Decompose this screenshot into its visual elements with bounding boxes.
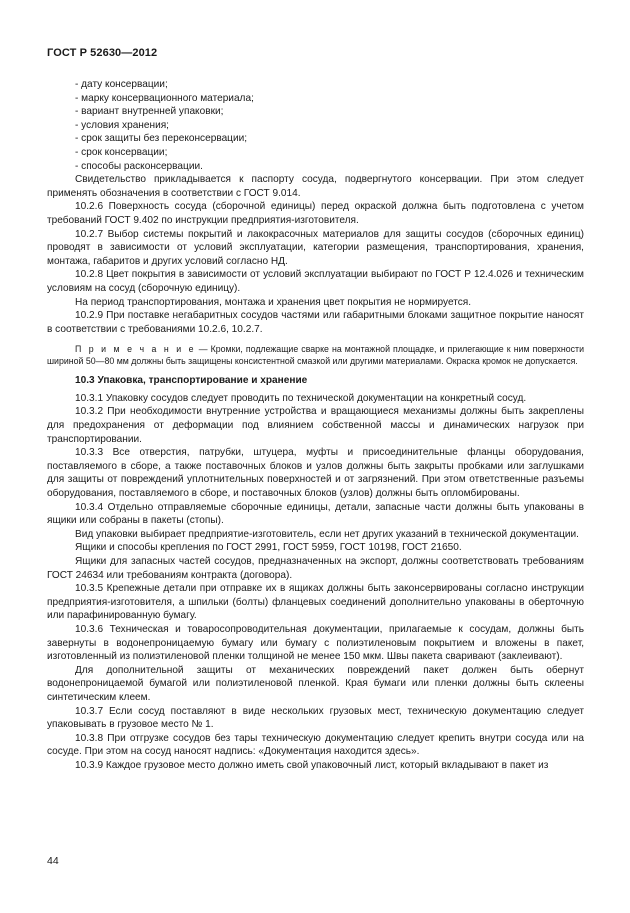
paragraph-10-3-7: 10.3.7 Если сосуд поставляют в виде нескольких грузовых мест, техническую документацию следует упаковывать в грузовое место № 1. bbox=[47, 705, 584, 731]
paragraph: Вид упаковки выбирает предприятие-изготовитель, если нет других указаний в технической документации. bbox=[75, 528, 579, 540]
paragraph-10-2-9: 10.2.9 При поставке негабаритных сосудов частями или габаритными блоками защитное покрытие наносят в соответствии с требованиями 10.2.6, 10.2.7. bbox=[47, 310, 584, 335]
paragraph: На период транспортирования, монтажа и хранения цвет покрытия не нормируется. bbox=[75, 296, 472, 308]
paragraph-10-3-3: 10.3.3 Все отверстия, патрубки, штуцера, муфты и присоединительные фланцы оборудования, поставляемого в сборе, а также поставочных блоков и узлов должны быть закрыты пробками или заглушками для защиты от повреждений уплотнительных поверхностей и от загрязнений. При этом ответственные разъемы оборудования, поставляемого в сборе, и поставочных блоков (узлов) должны быть опломбированы. bbox=[47, 447, 584, 500]
paragraph: Свидетельство прикладывается к паспорту сосуда, подвергнутого консервации. При этом следует применять обозначения в соответствии с ГОСТ 9.014. bbox=[47, 174, 584, 199]
note-label: П р и м е ч а н и е bbox=[75, 344, 196, 355]
paragraph-10-2-8: 10.2.8 Цвет покрытия в зависимости от условий эксплуатации выбирают по ГОСТ Р 12.4.026 и техническим условиям на сосуд (сборочную единицу). bbox=[47, 269, 584, 294]
list-item: - срок консервации; bbox=[75, 146, 168, 158]
note-text: — Кромки, подлежащие сварке на монтажной площадке, и прилегающие к ним поверхности шириной 50—80 мм должны быть защищены консистентной смазкой или другими материалами. Окраска кромок не допускается. bbox=[47, 344, 585, 367]
paragraph: Ящики и способы крепления по ГОСТ 2991, ГОСТ 5959, ГОСТ 10198, ГОСТ 21650. bbox=[75, 542, 462, 554]
document-body bbox=[47, 78, 584, 773]
list-item: - дату консервации; bbox=[75, 79, 168, 90]
paragraph-10-3-1: 10.3.1 Упаковку сосудов следует проводить по технической документации на конкретный сосуд. bbox=[75, 392, 527, 404]
list-item: - вариант внутренней упаковки; bbox=[75, 106, 224, 118]
note bbox=[47, 343, 584, 367]
page-number: 44 bbox=[47, 855, 59, 867]
page-header: ГОСТ Р 52630—2012 bbox=[47, 47, 158, 59]
list-item: - срок защиты без переконсервации; bbox=[75, 133, 248, 145]
list-item: - марку консервационного материала; bbox=[75, 92, 254, 104]
list-item: - способы расконсервации. bbox=[75, 160, 203, 172]
paragraph: Для дополнительной защиты от механических повреждений пакет должен быть обернут водонепроницаемой бумагой или полиэтиленовой пленкой. Края бумаги или пленки должны быть склеены синтетическим клеем. bbox=[47, 664, 584, 703]
paragraph: Ящики для запасных частей сосудов, предназначенных на экспорт, должны соответствовать требованиям ГОСТ 24634 или требованиям контракта (договора). bbox=[47, 556, 584, 581]
paragraph-10-2-6: 10.2.6 Поверхность сосуда (сборочной единицы) перед окраской должна быть подготовлена с учетом требований ГОСТ 9.402 по инструкции предприятия-изготовителя. bbox=[47, 201, 584, 226]
paragraph-10-3-8: 10.3.8 При отгрузке сосудов без тары техническую документацию следует крепить внутри сосуда или на сосуде. При этом на сосуд наносят надпись: «Документация находится здесь». bbox=[47, 732, 584, 758]
list-item: - условия хранения; bbox=[75, 119, 169, 131]
paragraph-10-3-4: 10.3.4 Отдельно отправляемые сборочные единицы, детали, запасные части должны быть упакованы в ящики или собраны в пакеты (стопы). bbox=[47, 501, 584, 527]
conservation-list bbox=[47, 78, 584, 173]
paragraph-10-3-2: 10.3.2 При необходимости внутренние устройства и вращающиеся механизмы должны быть закреплены для предохранения от деформации под влиянием собственной массы и динамических нагрузок при транспортировании. bbox=[47, 406, 584, 445]
section-title: 10.3 Упаковка, транспортирование и хранение bbox=[75, 375, 308, 387]
paragraph-10-3-9: 10.3.9 Каждое грузовое место должно иметь свой упаковочный лист, который вкладывают в пакет из bbox=[75, 759, 549, 771]
paragraph-10-3-5: 10.3.5 Крепежные детали при отправке их в ящиках должны быть законсервированы согласно инструкции предприятия-изготовителя, а шпильки (болты) фланцевых соединений дополнительно упакованы в оберточную или парафинированную бумагу. bbox=[47, 583, 584, 622]
paragraph-10-3-6: 10.3.6 Техническая и товаросопроводительная документации, прилагаемые к сосудам, должны быть завернуты в водонепроницаемую бумагу или бумагу с полиэтиленовым покрытием и вложены в пакет, изготовленный из полиэтиленовой пленки толщиной не менее 150 мкм. Швы пакета сваривают (заклеивают). bbox=[47, 623, 584, 663]
paragraph-10-2-7: 10.2.7 Выбор системы покрытий и лакокрасочных материалов для защиты сосудов (сборочных единиц) проводят в зависимости от условий эксплуатации, категории размещения, транспортирования, хранения, монтажа, габаритов и других условий согласно НД. bbox=[47, 228, 584, 267]
